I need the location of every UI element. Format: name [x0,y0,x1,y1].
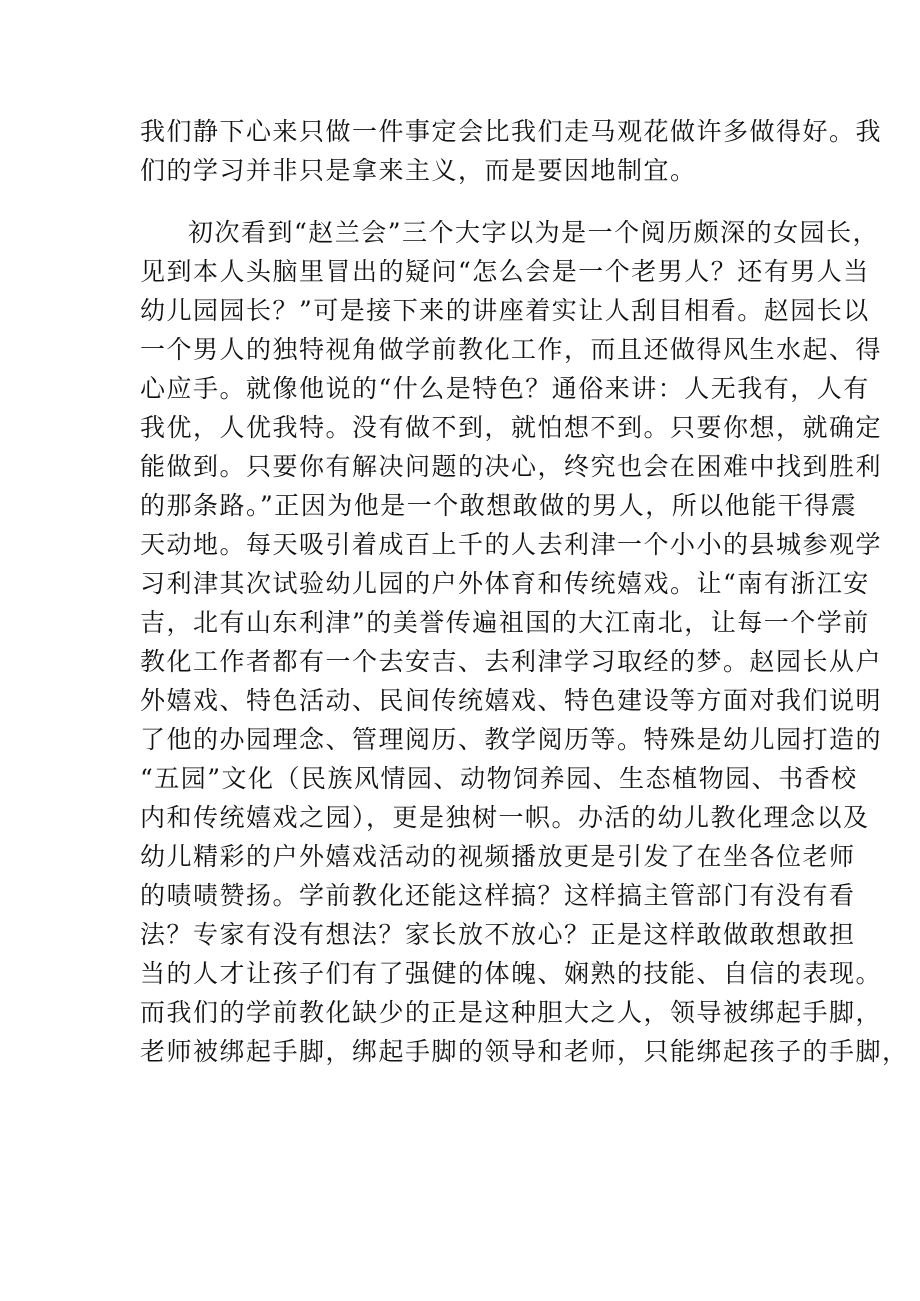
text-line: 幼儿园园长？”可是接下来的讲座着实让人刮目相看。赵园长以 [140,296,870,325]
text-line: “五园”文化（民族风情园、动物饲养园、生态植物园、书香校 [140,764,858,793]
text-line: 的那条路。”正因为他是一个敢想敢做的男人，所以他能干得震 [140,491,858,520]
text-line: 能做到。只要你有解决问题的决心，终究也会在困难中找到胜利 [140,452,883,481]
text-line: 习利津其次试验幼儿园的户外体育和传统嬉戏。让“南有浙江安 [140,569,870,598]
text-line: 的啧啧赞扬。学前教化还能这样搞？这样搞主管部门有没有看 [140,881,856,910]
text-line: 一个男人的独特视角做学前教化工作，而且还做得风生水起、得 [140,335,883,364]
text-line: 老师被绑起手脚，绑起手脚的领导和老师，只能绑起孩子的手脚， [140,1037,909,1066]
text-line: 法？专家有没有想法？家长放不放心？正是这样敢做敢想敢担 [140,920,856,949]
text-line: 见到本人头脑里冒出的疑问“怎么会是一个老男人？还有男人当 [140,257,870,286]
text-line: 教化工作者都有一个去安吉、去利津学习取经的梦。赵园长从户 [140,647,883,676]
text-line: 当的人才让孩子们有了强健的体魄、娴熟的技能、自信的表现。 [140,959,883,988]
text-line: 我优，人优我特。没有做不到，就怕想不到。只要你想，就确定 [140,413,883,442]
text-line: 心应手。就像他说的“什么是特色？通俗来讲：人无我有，人有 [140,374,870,403]
text-line: 而我们的学前教化缺少的正是这种胆大之人，领导被绑起手脚， [140,998,883,1027]
text-line: 天动地。每天吸引着成百上千的人去利津一个小小的县城参观学 [140,530,883,559]
text-line: 幼儿精彩的户外嬉戏活动的视频播放更是引发了在坐各位老师 [140,842,856,871]
text-line: 内和传统嬉戏之园），更是独树一帜。办活的幼儿教化理念以及 [140,803,870,832]
text-line: 初次看到“赵兰会”三个大字以为是一个阅历颇深的女园长， [188,218,880,247]
text-line: 吉，北有山东利津”的美誉传遍祖国的大江南北，让每一个学前 [140,608,870,637]
text-line: 我们静下心来只做一件事定会比我们走马观花做许多做得好。我 [140,117,883,146]
text-line: 外嬉戏、特色活动、民间传统嬉戏、特色建设等方面对我们说明 [140,686,883,715]
text-line: 了他的办园理念、管理阅历、教学阅历等。特殊是幼儿园打造的 [140,725,883,754]
text-line: 们的学习并非只是拿来主义，而是要因地制宜。 [140,156,697,185]
